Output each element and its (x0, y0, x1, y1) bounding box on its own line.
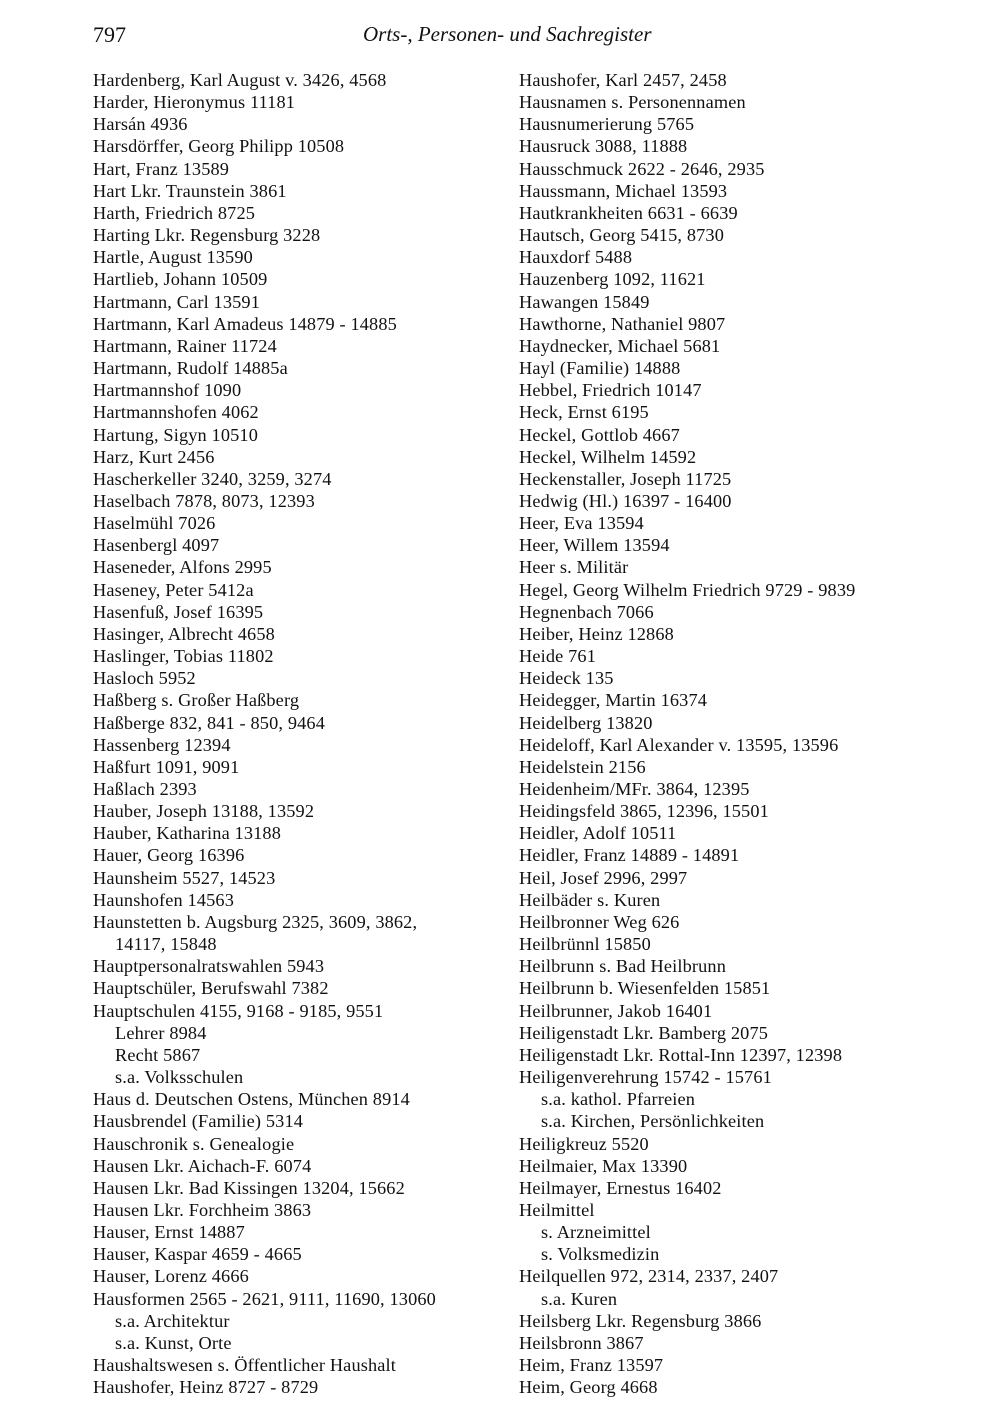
index-entry: Haselbach 7878, 8073, 12393 (93, 490, 315, 511)
index-entry: Hartmannshofen 4062 (93, 402, 259, 423)
index-entry: Hart Lkr. Traunstein 3861 (93, 180, 287, 201)
index-entry: Hausformen 2565 - 2621, 9111, 11690, 13060 (93, 1288, 436, 1309)
index-entry: Harz, Kurt 2456 (93, 446, 215, 467)
page-number: 797 (93, 22, 126, 47)
index-entry: Hawangen 15849 (519, 291, 650, 312)
index-entry: Hauzenberg 1092, 11621 (519, 269, 706, 290)
index-entry: Heilsberg Lkr. Regensburg 3866 (519, 1310, 762, 1331)
index-entry: Heiber, Heinz 12868 (519, 623, 674, 644)
index-entry: Hartmannshof 1090 (93, 380, 242, 401)
index-entry: Haseneder, Alfons 2995 (93, 557, 272, 578)
index-entry: Hardenberg, Karl August v. 3426, 4568 (93, 70, 387, 90)
index-entry: Heidingsfeld 3865, 12396, 15501 (519, 801, 769, 822)
index-entry: Hauptpersonalratswahlen 5943 (93, 956, 325, 977)
index-entry: Hauer, Georg 16396 (93, 845, 245, 866)
index-entry: Heiligenstadt Lkr. Bamberg 2075 (519, 1022, 769, 1043)
index-entry: Hartmann, Karl Amadeus 14879 - 14885 (93, 313, 397, 334)
index-entry: Heidelstein 2156 (519, 756, 646, 777)
index-entry: Heilsbronn 3867 (519, 1332, 644, 1353)
index-subentry: 14117, 15848 (115, 934, 217, 955)
index-entry: Heckel, Gottlob 4667 (519, 424, 680, 445)
index-subentry: s.a. Architektur (115, 1310, 230, 1331)
index-entry: Hartle, August 13590 (93, 247, 253, 268)
index-entry: Hartlieb, Johann 10509 (93, 269, 268, 290)
index-entry: Haushofer, Karl 2457, 2458 (519, 70, 727, 90)
index-entry: Hartung, Sigyn 10510 (93, 424, 258, 445)
index-entry: Hauber, Katharina 13188 (93, 823, 282, 844)
index-entry: Hauptschulen 4155, 9168 - 9185, 9551 (93, 1000, 384, 1021)
index-entry: Hascherkeller 3240, 3259, 3274 (93, 468, 332, 489)
index-entry: Heil, Josef 2996, 2997 (519, 867, 688, 888)
index-entry: Heilmittel (519, 1199, 595, 1220)
index-entry: Haushaltswesen s. Öffentlicher Haushalt (93, 1355, 397, 1376)
index-entry: Heide 761 (519, 646, 596, 667)
index-entry: Hasenfuß, Josef 16395 (93, 601, 264, 622)
index-entry: Heilbrunn s. Bad Heilbrunn (519, 956, 726, 977)
index-entry: Hartmann, Carl 13591 (93, 291, 260, 312)
index-entry: Haussmann, Michael 13593 (519, 180, 728, 201)
index-entry: Hart, Franz 13589 (93, 158, 230, 179)
index-subentry: s.a. Volksschulen (115, 1067, 244, 1088)
index-entry: Heidelberg 13820 (519, 712, 653, 733)
index-entry: Hauptschüler, Berufswahl 7382 (93, 978, 329, 999)
index-entry: Heidegger, Martin 16374 (519, 690, 708, 711)
index-entry: Heilbrunner, Jakob 16401 (519, 1000, 713, 1021)
index-entry: Heim, Franz 13597 (519, 1355, 664, 1376)
index-entry: Hegel, Georg Wilhelm Friedrich 9729 - 9839 (519, 579, 856, 600)
index-entry: Hauser, Ernst 14887 (93, 1222, 245, 1243)
index-entry: Harting Lkr. Regensburg 3228 (93, 225, 321, 246)
index-subentry: Lehrer 8984 (115, 1022, 207, 1043)
index-subentry: s. Arzneimittel (541, 1222, 651, 1243)
index-entry: Heilquellen 972, 2314, 2337, 2407 (519, 1266, 779, 1287)
page-header (93, 22, 910, 52)
index-entry: Hawthorne, Nathaniel 9807 (519, 313, 726, 334)
index-entry: Heilbäder s. Kuren (519, 889, 661, 910)
index-entry: Hausbrendel (Familie) 5314 (93, 1111, 304, 1132)
index-entry: Harth, Friedrich 8725 (93, 202, 256, 223)
index-entry: Hartmann, Rainer 11724 (93, 335, 277, 356)
index-entry: Heilbrünnl 15850 (519, 934, 651, 955)
index-entry: Harsán 4936 (93, 114, 188, 135)
index-entry: Haus d. Deutschen Ostens, München 8914 (93, 1089, 410, 1110)
index-entry: Hasinger, Albrecht 4658 (93, 623, 275, 644)
index-subentry: s.a. Kirchen, Persönlichkeiten (541, 1111, 765, 1132)
index-entry: Harsdörffer, Georg Philipp 10508 (93, 136, 345, 157)
index-entry: Heideck 135 (519, 668, 614, 689)
index-entry: Heer, Eva 13594 (519, 513, 644, 534)
index-entry: Heiligenstadt Lkr. Rottal-Inn 12397, 12398 (519, 1044, 843, 1065)
index-entry: Heckenstaller, Joseph 11725 (519, 468, 732, 489)
index-entry: Haselmühl 7026 (93, 513, 216, 534)
index-entry: Haunstetten b. Augsburg 2325, 3609, 3862, (93, 911, 418, 932)
index-entry: Hausen Lkr. Forchheim 3863 (93, 1199, 312, 1220)
index-subentry: s.a. Kunst, Orte (115, 1332, 232, 1353)
index-entry: Hauber, Joseph 13188, 13592 (93, 801, 315, 822)
index-entry: Heidler, Adolf 10511 (519, 823, 677, 844)
index-entry: Harder, Hieronymus 11181 (93, 92, 296, 113)
index-entry: Haßberge 832, 841 - 850, 9464 (93, 712, 325, 733)
index-subentry: s.a. Kuren (541, 1288, 618, 1309)
index-entry: Hedwig (Hl.) 16397 - 16400 (519, 490, 732, 511)
index-entry: Hautkrankheiten 6631 - 6639 (519, 202, 738, 223)
index-entry: Hauxdorf 5488 (519, 247, 633, 268)
index-entry: Haseney, Peter 5412a (93, 579, 254, 600)
index-entry: Haushofer, Heinz 8727 - 8729 (93, 1377, 319, 1398)
index-entry: Haydnecker, Michael 5681 (519, 335, 721, 356)
index-entry: Hartmann, Rudolf 14885a (93, 358, 288, 379)
index-column-right (519, 69, 919, 1398)
index-entry: Hausschmuck 2622 - 2646, 2935 (519, 158, 765, 179)
index-entry: Heer s. Militär (519, 557, 629, 578)
running-title: Orts-, Personen- und Sachregister (363, 22, 652, 46)
index-entry: Hayl (Familie) 14888 (519, 358, 681, 379)
index-entry: Hausnamen s. Personennamen (519, 92, 746, 113)
index-entry: Heiligkreuz 5520 (519, 1133, 649, 1154)
index-entry: Heidenheim/MFr. 3864, 12395 (519, 779, 750, 799)
index-entry: Haunsheim 5527, 14523 (93, 867, 276, 888)
index-entry: Heckel, Wilhelm 14592 (519, 446, 697, 467)
index-entry: Heidler, Franz 14889 - 14891 (519, 845, 740, 866)
index-entry: Haßfurt 1091, 9091 (93, 756, 240, 777)
index-entry: Hebbel, Friedrich 10147 (519, 380, 702, 401)
index-subentry: s.a. kathol. Pfarreien (541, 1089, 696, 1110)
index-entry: Hasloch 5952 (93, 668, 196, 689)
index-entry: Heim, Georg 4668 (519, 1377, 658, 1398)
index-entry: Hautsch, Georg 5415, 8730 (519, 225, 724, 246)
index-entry: Heideloff, Karl Alexander v. 13595, 13596 (519, 734, 839, 755)
index-column-left (93, 69, 498, 1398)
index-subentry: Recht 5867 (115, 1044, 201, 1065)
index-entry: Heilmaier, Max 13390 (519, 1155, 688, 1176)
index-entry: Hausnumerierung 5765 (519, 114, 695, 135)
index-entry: Hegnenbach 7066 (519, 601, 654, 622)
index-entry: Haßlach 2393 (93, 779, 197, 799)
index-entry: Heilbrunn b. Wiesenfelden 15851 (519, 978, 771, 999)
index-entry: Hasenbergl 4097 (93, 535, 220, 556)
index-entry: Haslinger, Tobias 11802 (93, 646, 274, 667)
index-entry: Hausruck 3088, 11888 (519, 136, 688, 157)
index-subentry: s. Volksmedizin (541, 1244, 660, 1265)
index-entry: Hausen Lkr. Aichach-F. 6074 (93, 1155, 312, 1176)
index-entry: Heer, Willem 13594 (519, 535, 670, 556)
index-entry: Hauser, Lorenz 4666 (93, 1266, 249, 1287)
index-entry: Hausen Lkr. Bad Kissingen 13204, 15662 (93, 1177, 405, 1198)
index-entry: Heck, Ernst 6195 (519, 402, 649, 423)
index-entry: Heilmayer, Ernestus 16402 (519, 1177, 722, 1198)
index-entry: Hauschronik s. Genealogie (93, 1133, 295, 1154)
index-entry: Haßberg s. Großer Haßberg (93, 690, 300, 711)
index-entry: Hauser, Kaspar 4659 - 4665 (93, 1244, 302, 1265)
index-entry: Haunshofen 14563 (93, 889, 235, 910)
index-entry: Heiligenverehrung 15742 - 15761 (519, 1067, 772, 1088)
index-entry: Hassenberg 12394 (93, 734, 231, 755)
index-entry: Heilbronner Weg 626 (519, 911, 680, 932)
